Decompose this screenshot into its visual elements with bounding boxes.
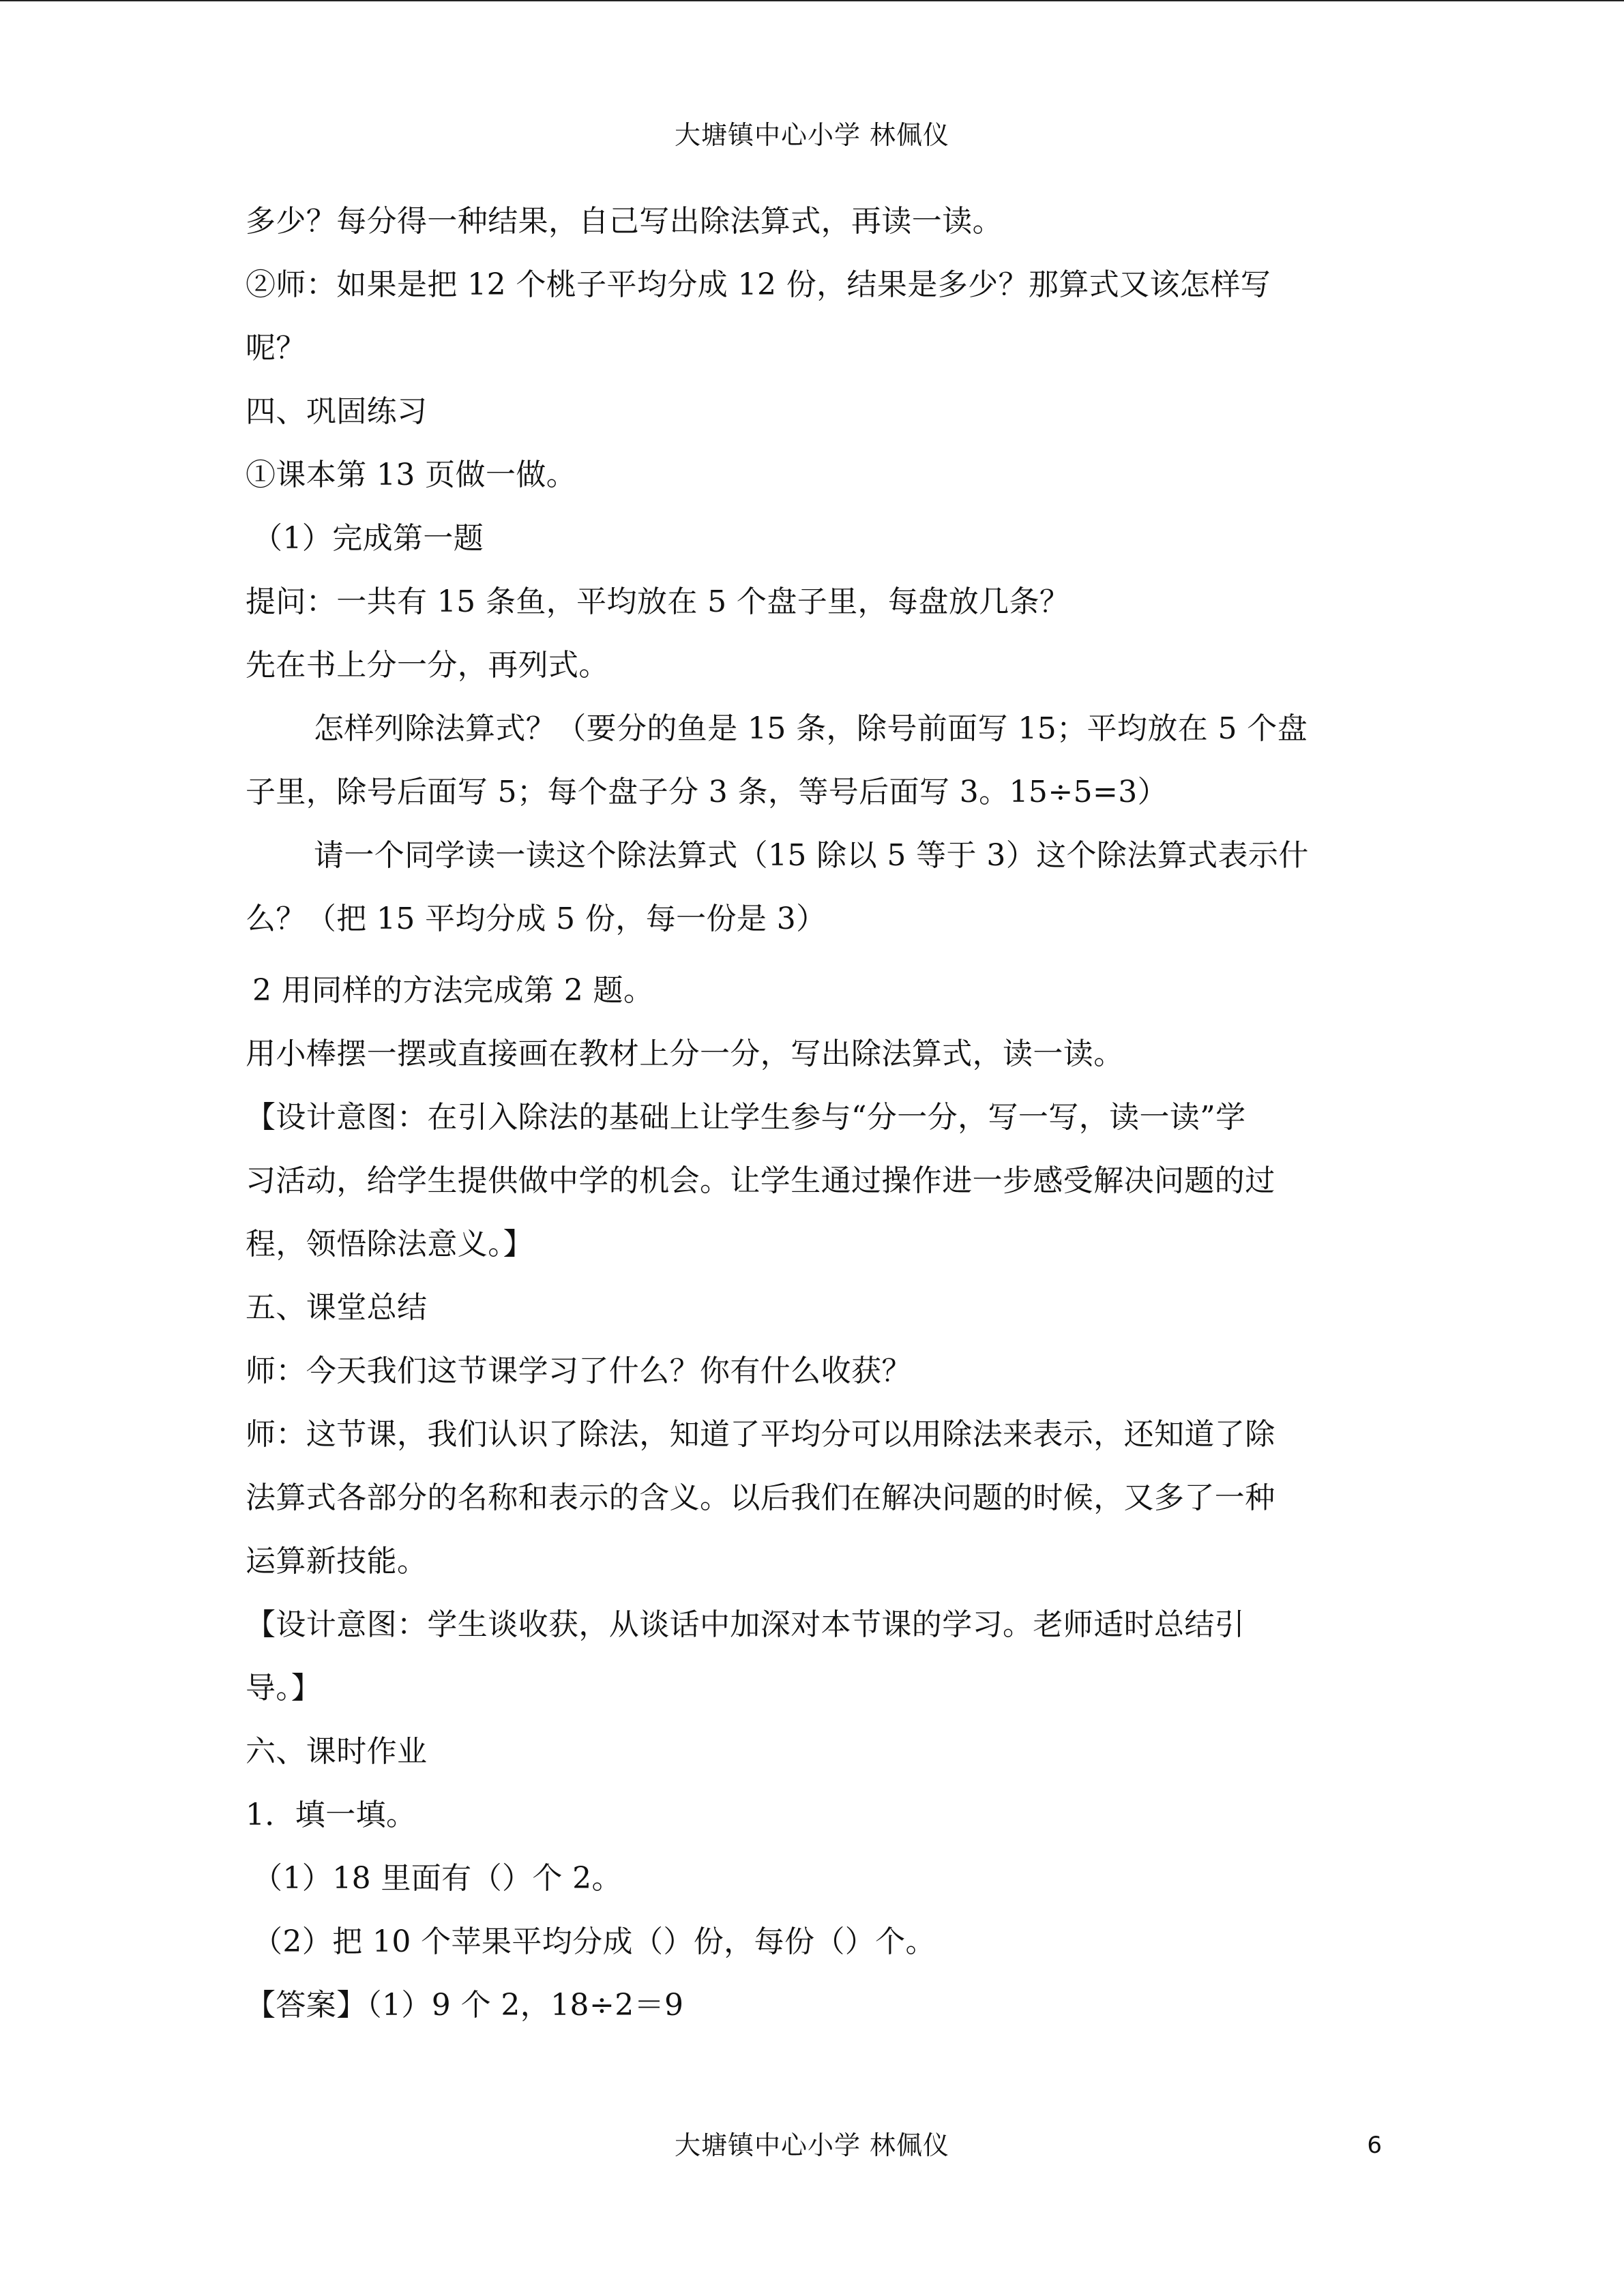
page-footer: 大塘镇中心小学 林佩仪: [674, 2130, 950, 2160]
body-line-05: ①课本第 13 页做一做。: [246, 458, 577, 492]
body-line-28: （2）把 10 个苹果平均分成（）份，每份（）个。: [252, 1924, 936, 1959]
top-border-line: [0, 0, 1624, 1]
page-number: 6: [1367, 2132, 1382, 2159]
body-line-26: 1．填一填。: [246, 1798, 417, 1832]
body-line-22: 运算新技能。: [246, 1544, 428, 1579]
design-note-line-3: 程，领悟除法意义。】: [246, 1227, 533, 1262]
body-line-27: （1）18 里面有（）个 2。: [252, 1861, 622, 1896]
body-line-21: 法算式各部分的名称和表示的含义。以后我们在解决问题的时候，又多了一种: [246, 1480, 1275, 1515]
section-heading-practice: 四、巩固练习: [246, 394, 428, 429]
answer-line: 【答案】（1）9 个 2，18÷2＝9: [246, 1988, 684, 2023]
body-line-11: 请一个同学读一读这个除法算式（15 除以 5 等于 3）这个除法算式表示什: [314, 838, 1309, 873]
section-heading-summary: 五、课堂总结: [246, 1290, 428, 1325]
body-line-13: 2 用同样的方法完成第 2 题。: [252, 973, 654, 1008]
body-line-02: ②师：如果是把 12 个桃子平均分成 12 份，结果是多少？那算式又该怎样写: [246, 267, 1271, 302]
design-note-line-1: 【设计意图：在引入除法的基础上让学生参与“分一分，写一写，读一读”学: [246, 1100, 1246, 1135]
body-line-03: 呢？: [246, 331, 306, 366]
body-line-14: 用小棒摆一摆或直接画在教材上分一分，写出除法算式，读一读。: [246, 1037, 1124, 1071]
body-line-20: 师：这节课，我们认识了除法，知道了平均分可以用除法来表示，还知道了除: [246, 1417, 1275, 1452]
body-line-08: 先在书上分一分，再列式。: [246, 648, 609, 683]
body-line-19: 师：今天我们这节课学习了什么？你有什么收获？: [246, 1354, 912, 1388]
design-note-line-4: 【设计意图：学生谈收获，从谈话中加深对本节课的学习。老师适时总结引: [246, 1607, 1245, 1642]
body-line-07: 提问：一共有 15 条鱼，平均放在 5 个盘子里，每盘放几条？: [246, 584, 1070, 619]
body-line-09: 怎样列除法算式？（要分的鱼是 15 条，除号前面写 15；平均放在 5 个盘: [314, 711, 1308, 746]
design-note-line-5: 导。】: [246, 1671, 322, 1705]
body-line-01: 多少？每分得一种结果，自己写出除法算式，再读一读。: [246, 204, 1003, 239]
page-header: 大塘镇中心小学 林佩仪: [674, 120, 950, 150]
body-line-12: 么？（把 15 平均分成 5 份，每一份是 3）: [246, 901, 827, 936]
section-heading-homework: 六、课时作业: [246, 1734, 428, 1769]
design-note-line-2: 习活动，给学生提供做中学的机会。让学生通过操作进一步感受解决问题的过: [246, 1163, 1275, 1198]
body-line-06: （1）完成第一题: [252, 521, 484, 556]
body-line-10: 子里，除号后面写 5；每个盘子分 3 条，等号后面写 3。15÷5=3）: [246, 775, 1168, 809]
